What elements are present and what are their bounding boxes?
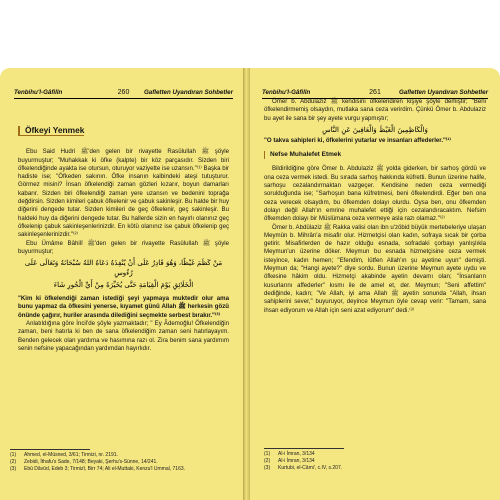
right-header-title: Tenbihu'l-Gâfilîn [262,89,311,96]
arabic-hadith-line-2: الْخَلَائِقِ يَوْمَ الْقِيَامَةِ حَتَّى يُخَيِّرَهُ مِنْ أَيِّ الْحُورِ شَاءَ [53,281,194,290]
left-footnotes [10,449,233,473]
section-heading-ofkeyi-yenmek: Öfkeyi Yenmek [18,126,84,136]
left-page [0,68,243,500]
right-intro-paragraph: Ömer b. Abdulaziz ﷺ kendisini öfkelendiren kişiye şöyle demiştir; "Beni öfkelendirmemiş olsaydın, mutlaka sana ceza verirdim. Çünkü Ömer b. Abdulaziz bu ayet ile sana bir şey ayete vurgu yapmıştır; [264,98,487,122]
ayah-translation-quote: "O takva sahipleri ki, öfkelerini yutarlar ve insanları affederler."⁽¹⁾ [264,136,451,144]
right-page-number: 261 [369,89,381,96]
right-header-subtitle: Gafletten Uyandıran Sohbetler [398,89,488,96]
left-page-number: 260 [117,89,130,96]
left-page-body [18,126,229,353]
arabic-hadith-line-1: مَنْ كَظَمَ غَيْظًا، وَهُوَ قَادِرٌ عَلَى أَنْ يُنْفِذَهُ دَعَاهُ اللهُ سُبْحَانَهُ وَتَعَالَى عَلَى رُءُوسِ [24,259,223,278]
left-header-subtitle: Gafletten Uyandıran Sohbetler [143,89,233,96]
right-page-body [264,98,486,315]
footnote-item: (1) Ahmed, el-Müsned, 3/61; Tirmizi, nr. 2191. [10,452,118,458]
left-paragraph-3: Anlatıldığına göre İncil'de şöyle yazmaktadır; " Ey Âdemoğlu! Öfkelendiğin zaman, beni hatırla ki ben de sana öfkelendiğim zaman seni hatırlayayım. Benden gelecek olan yardıma ve hasımına razı ol. Zira benim sana yardımım senin nefsine yapacağından yardımdan hayırlıdır. [18,320,229,352]
book-gutter [243,68,250,500]
arabic-ayah: وَالْكَاظِمِينَ الْغَيْظَ وَالْعَافِينَ عَنِ النَّاسِ [322,125,428,134]
right-paragraph-1: Bildirildiğine göre Ömer b. Abdulaziz ﷺ yolda giderken, bir sarhoş gördü ve ona ceza vermek istedi. Bu sırada sarhoş hakkında küfretti. Bunun üzerine halife, sarhoşu cezalandırmaktan vazgeçer. Kendisine neden ceza vermediği sorulduğunda ise; "Sarhoşun bana küfretmesi, beni öfkelendirdi. Eğer ben ona ceza verecek olsaydım, bu öfkemden dolayı olurdu. Oysa ben, onu öfkemden dolayı değil Allah'ın emrine muhalefet ettiği için cezalandıracaktım. Nefsim öfkemden dolayı bir Müslümana ceza vermeye asla razı olamaz."⁽²⁾ [264,165,486,223]
left-paragraph-1: Ebu Said Hudri ﷺ'den gelen bir rivayette Rasûlullah ﷺ şöyle buyurmuştur; "Muhakkak ki öfke (kalpte) bir köz parçasıdır. Sizden biri öfkelendiğinde ayakta ise otursun, oturuyor vaziyette ise uzansın."⁽¹⁾ Başka bir hadiste ise; "Öfkeden sakının. Öfke insanın kalbindeki ateşi tutuşturur. Görmez misini? İnsan öfkelendiği zaman gözleri kızarır, boyun damarları kabarır. Sizden biri öfkelendiği zaman yere uzansın ve bedenini toprağa değdirsin. Sizden kimileri çabuk öfkelenir ve çabuk sakinleşir. Bu halde bir huy diğerini dengede tutar. Sizden kimileri de geç öfkelenir, geç sakinleşir. Bu haldeki huy da diğerini dengede tutar. Bu hallerde sizin en hayırlı olanınız geç öfkelenip çabuk sakinleşenlerinizdir. En kötü olanınız ise çabuk öfkelenip geç sakinleşenlerinizdir."⁽²⁾ [18,148,229,239]
footnote-rule [264,448,344,449]
footnote-item: (3) Kurtubi, el-Câmi', c.IV, s.207. [264,465,343,471]
footnote-item: (2) Zebidi, İthafu's Sade, 7/148; Beyaki, Şerhu's-Sünne, 14/241. [10,459,158,465]
footnote-rule [10,449,90,450]
section-heading-nefse-muhalefet: Nefse Muhalefet Etmek [264,151,486,159]
right-page-header [262,84,488,99]
footnote-item: (3) Ebû Dâvûd, Edeb 3; Tirmizî, Birr 74; Ali el-Muttaki, Kenzu'l Ummal, 7163. [10,466,186,472]
right-footnotes [264,448,486,472]
footnote-item: (2) Al-i İmran, 3/134 [264,458,315,464]
left-paragraph-2: Ebu Ümâme Bâhilî ﷺ'den gelen bir rivayette Rasûlullah ﷺ şöyle buyurmuştur; [18,239,229,255]
footnote-item: (1) Al-i İmran, 3/134 [264,451,315,457]
hadith-translation-quote: "Kim ki öfkelendiği zaman istediği şeyi yapmaya muktedir olur ama bunu yapmaz da öfkesini yenerse, kıyamet günü Allah ﷺ herkesin gözü önünde çağırır, huriler arasında dilediğini seçmekte serbest bırakır."⁽³⁾ [18,295,229,319]
left-header-title: Tenbihu'l-Gâfilîn [14,89,63,96]
right-paragraph-2: Ömer b. Abdülaziz ﷺ Rakka valisi olan ibn u'zöbid büyük mertebeleriye ulaşan Meymûn b. Mihrân'a misafir olur. Hizmetçisi olan kadın, sofraya sıcak bir çorba getirir. Misafirlerden de hazır olduğu esnada, sofradaki çorbayı yanlışlıkla Meymun'un üzerine döker. Meymun bu esnada hizmetçisine ceza vermek isteyince, kadın hemen; "Efendim, lütfen Allah'ın şu ayetine uyun" demişti. Meymun da; "Hangi ayete?" diye sordu. Bunun üzerine Meymun ayete uydu ve öfkesine hâkim oldu. Hizmetçi akabinde ayetin devamı olan; "İnsanların kusurlarını affederler" kısmı ile de amel et, der. Meymun; "Seni affettim" dediğinde, kadın; "Ve Allah, iyi ama Allah ﷺ ayetin sonunda "Allah, ihsan sahiplerini sever," buyuruyor, deyince Meymun öyle cevap verir: "Tamam, sana ihsan ediyorum ve Allah için seni azat ediyorum" dedi.⁽³⁾ [264,223,486,314]
right-page [250,68,500,500]
left-page-header [14,84,233,99]
